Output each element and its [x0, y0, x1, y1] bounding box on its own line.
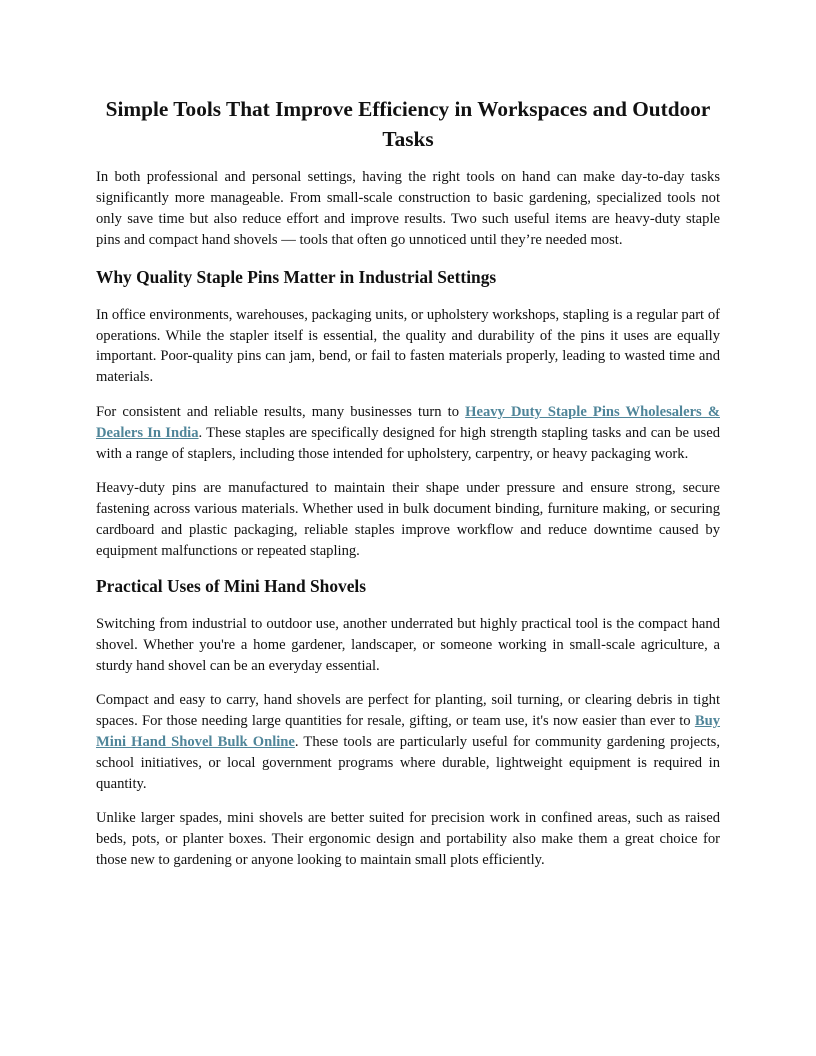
section-heading-hand-shovels: Practical Uses of Mini Hand Shovels — [96, 576, 367, 597]
paragraph-text: For consistent and reliable results, many businesses turn to — [96, 403, 466, 420]
paragraph-text: . These tools are particularly useful for community gardening projects, school initiatives, or local government programs where durable, lightweight equipment is required in quantity. — [96, 734, 720, 792]
intro-paragraph: In both professional and personal settings, having the right tools on hand can make day-to-day tasks significantly more manageable. From small-scale construction to basic gardening, specialized tools not only save time but also reduce effort and improve results. Two such useful items are heavy-duty staple pins and compact hand shovels — tools that often go unnoticed until they’re needed most. — [96, 169, 720, 248]
staple-pins-paragraph-2 — [96, 402, 720, 465]
document-page — [96, 94, 720, 885]
hand-shovels-paragraph-1: Switching from industrial to outdoor use, another underrated but highly practical tool is the compact hand shovel. Whether you're a home gardener, landscaper, or someone working in small-scale agriculture, a sturdy hand shovel can be an everyday essential. — [96, 616, 720, 674]
staple-pins-paragraph-1: In office environments, warehouses, packaging units, or upholstery workshops, stapling is a regular part of operations. While the stapler itself is essential, the quality and durability of the pins it uses are equally important. Poor-quality pins can jam, bend, or fail to fasten materials properly, leading to wasted time and materials. — [96, 306, 720, 386]
section-heading-staple-pins: Why Quality Staple Pins Matter in Industrial Settings — [96, 266, 497, 287]
staple-pins-paragraph-3: Heavy-duty pins are manufactured to maintain their shape under pressure and ensure strong, secure fastening across various materials. Whether used in bulk document binding, furniture making, or securing cardboard and plastic packaging, reliable staples improve workflow and reduce downtime caused by equipment malfunctions or repeated stapling. — [96, 479, 720, 559]
paragraph-text: . These staples are specifically designed for high strength stapling tasks and can be used with a range of staplers, including those intended for upholstery, carpentry, or heavy packaging work. — [96, 424, 720, 462]
paragraph-text: Compact and easy to carry, hand shovels are perfect for planting, soil turning, or clearing debris in tight spaces. For those needing large quantities for resale, gifting, or team use, it's now easier than ever to — [96, 692, 720, 730]
hand-shovels-paragraph-3: Unlike larger spades, mini shovels are better suited for precision work in confined areas, such as raised beds, pots, or planter boxes. Their ergonomic design and portability also make them a great choice for those new to gardening or anyone looking to maintain small plots efficiently. — [96, 810, 720, 869]
staple-pins-wholesalers-link[interactable]: Heavy Duty Staple Pins Wholesalers & Dealers In India — [96, 403, 720, 441]
buy-hand-shovel-link[interactable]: Buy Mini Hand Shovel Bulk Online — [96, 713, 720, 751]
page-title: Simple Tools That Improve Efficiency in Workspaces and Outdoor Tasks — [105, 97, 711, 151]
hand-shovels-paragraph-2 — [96, 690, 720, 795]
